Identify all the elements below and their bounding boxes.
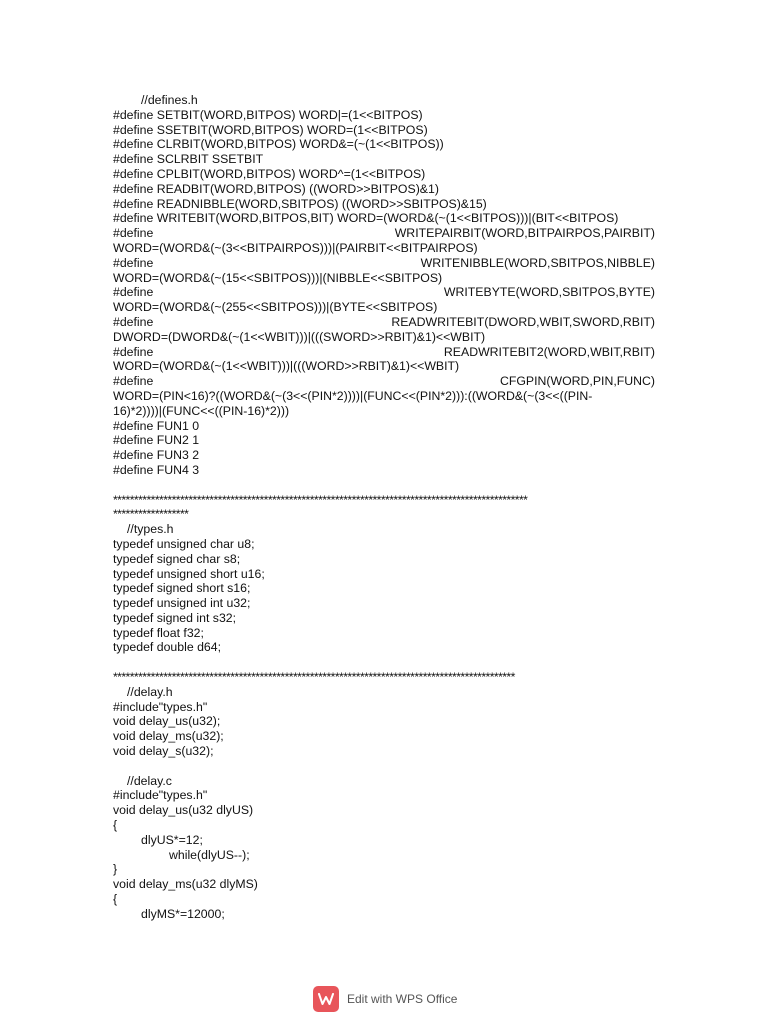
- code-keyword: #define: [113, 255, 154, 270]
- code-line: {: [113, 892, 118, 907]
- code-line: #define SETBIT(WORD,BITPOS) WORD|=(1<<BITPOS): [113, 107, 423, 122]
- document-section: [113, 93, 655, 478]
- code-line: typedef signed char s8;: [113, 551, 241, 566]
- code-line: void delay_ms(u32);: [113, 729, 224, 744]
- code-line: void delay_s(u32);: [113, 744, 214, 759]
- section-gap: [113, 478, 655, 493]
- code-macro: CFGPIN(WORD,PIN,FUNC): [499, 374, 655, 389]
- code-line: typedef signed short s16;: [113, 581, 251, 596]
- code-line: WORD=(PIN<16)?((WORD&(~(3<<(PIN*2))))|(FUNC<<(PIN*2))):((WORD&(~(3<<((PIN-: [113, 388, 593, 403]
- code-line: 16)*2))))|(FUNC<<((PIN-16)*2))): [113, 403, 290, 418]
- code-line: //delay.c: [127, 773, 172, 788]
- code-line: //delay.h: [127, 684, 173, 699]
- code-line: dlyUS*=12;: [141, 832, 203, 847]
- code-macro: READWRITEBIT(DWORD,WBIT,SWORD,RBIT): [391, 314, 655, 329]
- separator-line: ******************: [113, 507, 189, 522]
- code-line: #define FUN3 2: [113, 448, 200, 463]
- code-keyword: #define: [113, 314, 154, 329]
- code-line: typedef signed int s32;: [113, 610, 237, 625]
- code-line: {: [113, 818, 118, 833]
- separator-line: ************************************************************************************************: [113, 670, 515, 685]
- code-line: #define WRITEBIT(WORD,BITPOS,BIT) WORD=(WORD&(~(1<<BITPOS)))|(BIT<<BITPOS): [113, 211, 619, 226]
- code-line: typedef unsigned short u16;: [113, 566, 265, 581]
- document-section: [113, 670, 655, 759]
- code-line: typedef unsigned char u8;: [113, 536, 255, 551]
- code-line-justified: [113, 315, 655, 330]
- code-line: //types.h: [127, 522, 174, 537]
- section-gap: [113, 759, 655, 774]
- code-line: typedef float f32;: [113, 625, 204, 640]
- code-line: typedef unsigned int u32;: [113, 596, 251, 611]
- code-line-justified: [113, 226, 655, 241]
- code-line: #define FUN4 3: [113, 462, 200, 477]
- code-keyword: #define: [113, 344, 154, 359]
- wps-office-logo-icon: [313, 986, 339, 1012]
- wps-office-footer[interactable]: [313, 985, 457, 1013]
- code-line: WORD=(WORD&(~(15<<SBITPOS)))|(NIBBLE<<SBITPOS): [113, 270, 443, 285]
- code-line: #include"types.h": [113, 788, 208, 803]
- document-section: [113, 774, 655, 922]
- code-macro: READWRITEBIT2(WORD,WBIT,RBIT): [443, 344, 655, 359]
- code-line-justified: [113, 345, 655, 360]
- code-line: }: [113, 862, 118, 877]
- code-line: //defines.h: [141, 93, 198, 107]
- document-section: [113, 493, 655, 656]
- code-line: #define CPLBIT(WORD,BITPOS) WORD^=(1<<BITPOS): [113, 166, 426, 181]
- code-line: typedef double d64;: [113, 640, 222, 655]
- code-macro: WRITENIBBLE(WORD,SBITPOS,NIBBLE): [420, 255, 655, 270]
- code-line: dlyMS*=12000;: [141, 906, 225, 921]
- code-line: #define READNIBBLE(WORD,SBITPOS) ((WORD>>SBITPOS)&15): [113, 196, 487, 211]
- code-keyword: #define: [113, 226, 154, 241]
- code-line: #define SCLRBIT SSETBIT: [113, 152, 264, 167]
- code-line: WORD=(WORD&(~(255<<SBITPOS)))|(BYTE<<SBITPOS): [113, 300, 438, 315]
- code-line: #include"types.h": [113, 699, 208, 714]
- code-line: #define FUN2 1: [113, 433, 200, 448]
- code-line: WORD=(WORD&(~(1<<WBIT)))|(((WORD>>RBIT)&1)<<WBIT): [113, 359, 460, 374]
- code-line: WORD=(WORD&(~(3<<BITPAIRPOS)))|(PAIRBIT<<BITPAIRPOS): [113, 240, 478, 255]
- code-line: #define CLRBIT(WORD,BITPOS) WORD&=(~(1<<BITPOS)): [113, 137, 444, 152]
- separator-line: ***************************************************************************************************: [113, 492, 528, 507]
- code-line: #define READBIT(WORD,BITPOS) ((WORD>>BITPOS)&1): [113, 181, 439, 196]
- code-line-justified: [113, 285, 655, 300]
- code-macro: WRITEPAIRBIT(WORD,BITPAIRPOS,PAIRBIT): [394, 226, 655, 241]
- document-body: [113, 93, 655, 922]
- code-line-justified: [113, 256, 655, 271]
- code-line: #define SSETBIT(WORD,BITPOS) WORD=(1<<BITPOS): [113, 122, 428, 137]
- code-macro: WRITEBYTE(WORD,SBITPOS,BYTE): [443, 285, 655, 300]
- code-line: #define FUN1 0: [113, 418, 200, 433]
- edit-with-wps-label: Edit with WPS Office: [347, 992, 458, 1006]
- code-keyword: #define: [113, 374, 154, 389]
- code-line: while(dlyUS--);: [169, 847, 250, 862]
- code-line: void delay_us(u32);: [113, 714, 221, 729]
- code-line: void delay_us(u32 dlyUS): [113, 803, 254, 818]
- code-line: void delay_ms(u32 dlyMS): [113, 877, 258, 892]
- code-line-justified: [113, 374, 655, 389]
- code-keyword: #define: [113, 285, 154, 300]
- section-gap: [113, 655, 655, 670]
- code-line: DWORD=(DWORD&(~(1<<WBIT)))|(((SWORD>>RBIT)&1)<<WBIT): [113, 329, 486, 344]
